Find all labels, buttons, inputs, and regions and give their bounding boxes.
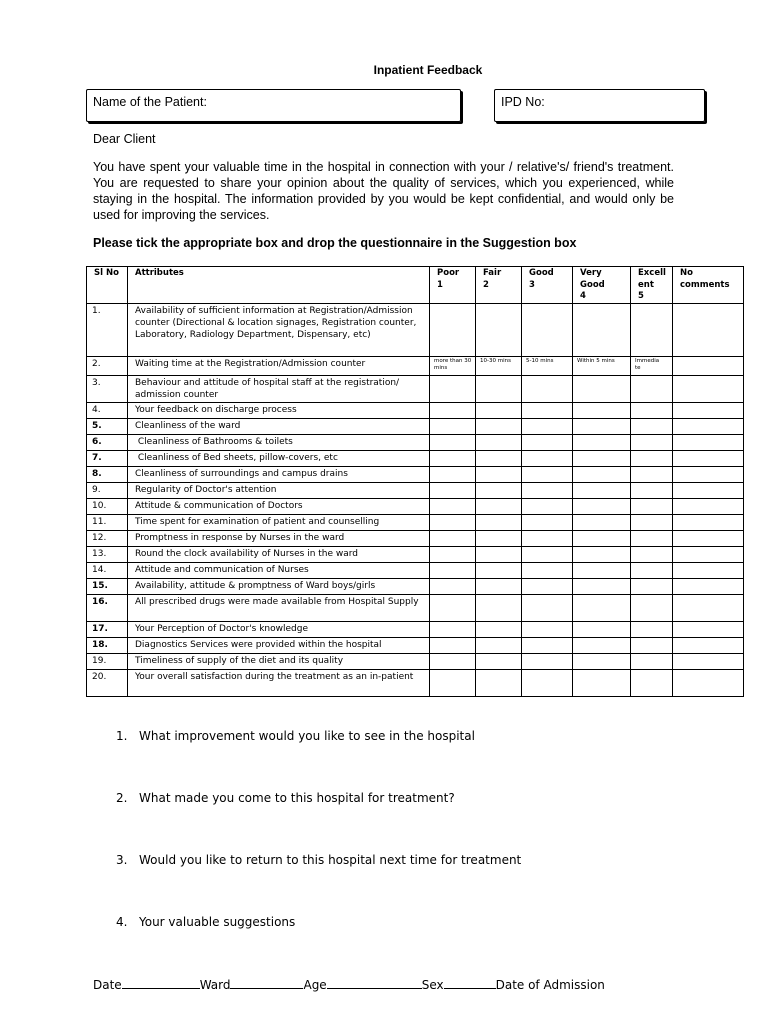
rating-cell-fair[interactable] — [476, 482, 522, 498]
row-sl-no: 14. — [87, 562, 128, 578]
table-row — [87, 450, 744, 466]
table-row — [87, 669, 744, 696]
intro-paragraph: You have spent your valuable time in the hospital in connection with your / relative's/ friend's treatment. You are requested to share your opinion about the quality of services, which you experienced, while staying in the hospital. The information provided by you would be kept confidential, and would only be used for improving the services. — [93, 160, 674, 222]
question-number: 1. — [116, 729, 128, 743]
rating-cell-fair[interactable] — [476, 653, 522, 669]
rating-cell-poor[interactable]: more than 30 mins — [430, 356, 476, 375]
rating-cell-excellent[interactable] — [631, 653, 673, 669]
rating-cell-excellent[interactable] — [631, 450, 673, 466]
row-attribute: Time spent for examination of patient and counselling — [128, 514, 430, 530]
rating-cell-no-comments[interactable] — [673, 637, 744, 653]
row-sl-no: 20. — [87, 669, 128, 696]
rating-cell-very-good[interactable] — [573, 466, 631, 482]
header-sl-no: Sl No — [87, 267, 128, 304]
rating-cell-no-comments[interactable] — [673, 621, 744, 637]
row-attribute: Cleanliness of surroundings and campus drains — [128, 466, 430, 482]
rating-cell-good[interactable] — [522, 418, 573, 434]
row-attribute: Availability, attitude & promptness of Ward boys/girls — [128, 578, 430, 594]
rating-cell-poor[interactable] — [430, 637, 476, 653]
header-attributes: Attributes — [128, 267, 430, 304]
patient-name-label: Name of the Patient: — [93, 95, 207, 109]
rating-cell-good[interactable] — [522, 482, 573, 498]
question-1 — [116, 729, 475, 743]
ward-label: Ward — [199, 978, 231, 992]
rating-cell-fair[interactable] — [476, 375, 522, 402]
table-row — [87, 303, 744, 356]
row-attribute: Behaviour and attitude of hospital staff at the registration/ admission counter — [128, 375, 430, 402]
rating-cell-excellent[interactable]: Immedia te — [631, 356, 673, 375]
header-no-comments: No comments — [673, 267, 744, 304]
rating-cell-very-good[interactable] — [573, 514, 631, 530]
table-row — [87, 578, 744, 594]
table-row — [87, 434, 744, 450]
table-row — [87, 375, 744, 402]
row-attribute: Cleanliness of Bed sheets, pillow-covers, etc — [128, 450, 430, 466]
row-sl-no: 4. — [87, 402, 128, 418]
table-row — [87, 594, 744, 621]
rating-cell-poor[interactable] — [430, 562, 476, 578]
sex-blank[interactable] — [444, 979, 496, 989]
rating-cell-very-good[interactable] — [573, 498, 631, 514]
feedback-table — [86, 266, 744, 697]
rating-cell-good[interactable] — [522, 498, 573, 514]
instruction-text: Please tick the appropriate box and drop the questionnaire in the Suggestion box — [93, 236, 577, 250]
rating-cell-no-comments[interactable] — [673, 669, 744, 696]
rating-cell-no-comments[interactable] — [673, 530, 744, 546]
row-attribute: Attitude & communication of Doctors — [128, 498, 430, 514]
date-label: Date — [93, 978, 122, 992]
ipd-number-label: IPD No: — [501, 95, 545, 109]
row-attribute: Your Perception of Doctor's knowledge — [128, 621, 430, 637]
rating-cell-fair[interactable] — [476, 418, 522, 434]
question-number: 3. — [116, 853, 128, 867]
rating-cell-good[interactable] — [522, 546, 573, 562]
rating-cell-very-good[interactable] — [573, 434, 631, 450]
rating-cell-no-comments[interactable] — [673, 434, 744, 450]
table-row — [87, 530, 744, 546]
age-label: Age — [303, 978, 327, 992]
rating-cell-excellent[interactable] — [631, 303, 673, 356]
question-3 — [116, 853, 521, 867]
rating-cell-poor[interactable] — [430, 482, 476, 498]
row-attribute: Timeliness of supply of the diet and its quality — [128, 653, 430, 669]
age-blank[interactable] — [327, 979, 422, 989]
rating-cell-poor[interactable] — [430, 450, 476, 466]
rating-cell-excellent[interactable] — [631, 375, 673, 402]
rating-cell-very-good[interactable] — [573, 450, 631, 466]
question-number: 4. — [116, 915, 128, 929]
rating-cell-good[interactable] — [522, 562, 573, 578]
rating-cell-fair[interactable] — [476, 578, 522, 594]
footer-fields — [93, 978, 605, 992]
row-sl-no: 5. — [87, 418, 128, 434]
header-very-good: Very Good 4 — [573, 267, 631, 304]
row-attribute: Regularity of Doctor's attention — [128, 482, 430, 498]
rating-cell-excellent[interactable] — [631, 482, 673, 498]
rating-cell-very-good[interactable] — [573, 653, 631, 669]
rating-cell-good[interactable] — [522, 621, 573, 637]
rating-cell-good[interactable] — [522, 303, 573, 356]
row-sl-no: 11. — [87, 514, 128, 530]
row-sl-no: 12. — [87, 530, 128, 546]
table-row — [87, 621, 744, 637]
header-fair: Fair 2 — [476, 267, 522, 304]
row-attribute: Availability of sufficient information at Registration/Admission counter (Directional & location signages, Registration counter, Laboratory, Radiology Department, Dispensary, etc) — [128, 303, 430, 356]
form-title: Inpatient Feedback — [373, 63, 483, 77]
question-text: Your valuable suggestions — [139, 915, 296, 929]
rating-cell-good[interactable] — [522, 375, 573, 402]
rating-cell-excellent[interactable] — [631, 578, 673, 594]
rating-cell-good[interactable] — [522, 653, 573, 669]
rating-cell-fair[interactable]: 10-30 mins — [476, 356, 522, 375]
header-poor: Poor 1 — [430, 267, 476, 304]
rating-cell-no-comments[interactable] — [673, 402, 744, 418]
rating-cell-poor[interactable] — [430, 303, 476, 356]
row-attribute: Attitude and communication of Nurses — [128, 562, 430, 578]
rating-cell-good[interactable] — [522, 530, 573, 546]
sex-label: Sex — [421, 978, 444, 992]
table-row — [87, 402, 744, 418]
rating-cell-fair[interactable] — [476, 514, 522, 530]
rating-cell-poor[interactable] — [430, 466, 476, 482]
rating-cell-excellent[interactable] — [631, 402, 673, 418]
rating-cell-very-good[interactable] — [573, 530, 631, 546]
rating-cell-very-good[interactable] — [573, 375, 631, 402]
row-sl-no: 13. — [87, 546, 128, 562]
question-text: What improvement would you like to see in the hospital — [139, 729, 475, 743]
rating-cell-good[interactable] — [522, 402, 573, 418]
rating-cell-good[interactable] — [522, 466, 573, 482]
rating-cell-poor[interactable] — [430, 375, 476, 402]
rating-cell-very-good[interactable] — [573, 578, 631, 594]
rating-cell-poor[interactable] — [430, 418, 476, 434]
row-sl-no: 16. — [87, 594, 128, 621]
rating-cell-very-good[interactable] — [573, 546, 631, 562]
rating-cell-no-comments[interactable] — [673, 653, 744, 669]
rating-cell-poor[interactable] — [430, 498, 476, 514]
rating-cell-no-comments[interactable] — [673, 356, 744, 375]
rating-cell-poor[interactable] — [430, 653, 476, 669]
table-header-row — [87, 267, 744, 304]
rating-cell-poor[interactable] — [430, 530, 476, 546]
rating-cell-poor[interactable] — [430, 434, 476, 450]
header-good: Good 3 — [522, 267, 573, 304]
rating-cell-very-good[interactable] — [573, 621, 631, 637]
rating-cell-fair[interactable] — [476, 546, 522, 562]
rating-cell-poor[interactable] — [430, 621, 476, 637]
rating-cell-fair[interactable] — [476, 530, 522, 546]
rating-cell-very-good[interactable]: Within 5 mins — [573, 356, 631, 375]
row-attribute: Diagnostics Services were provided within the hospital — [128, 637, 430, 653]
date-blank[interactable] — [122, 979, 200, 989]
rating-cell-good[interactable] — [522, 578, 573, 594]
rating-cell-fair[interactable] — [476, 562, 522, 578]
date-of-admission-label: Date of Admission — [495, 978, 605, 992]
rating-cell-excellent[interactable] — [631, 546, 673, 562]
rating-cell-good[interactable] — [522, 594, 573, 621]
question-text: What made you come to this hospital for treatment? — [139, 791, 455, 805]
rating-cell-poor[interactable] — [430, 578, 476, 594]
row-attribute: Cleanliness of Bathrooms & toilets — [128, 434, 430, 450]
rating-cell-very-good[interactable] — [573, 669, 631, 696]
rating-cell-poor[interactable] — [430, 594, 476, 621]
rating-cell-fair[interactable] — [476, 669, 522, 696]
rating-cell-excellent[interactable] — [631, 530, 673, 546]
rating-cell-good[interactable] — [522, 450, 573, 466]
row-sl-no: 18. — [87, 637, 128, 653]
row-sl-no: 7. — [87, 450, 128, 466]
rating-cell-fair[interactable] — [476, 434, 522, 450]
ward-blank[interactable] — [230, 979, 303, 989]
rating-cell-very-good[interactable] — [573, 637, 631, 653]
rating-cell-fair[interactable] — [476, 402, 522, 418]
rating-cell-excellent[interactable] — [631, 418, 673, 434]
row-attribute: Waiting time at the Registration/Admission counter — [128, 356, 430, 375]
rating-cell-excellent[interactable] — [631, 594, 673, 621]
table-row — [87, 653, 744, 669]
rating-cell-very-good[interactable] — [573, 594, 631, 621]
rating-cell-fair[interactable] — [476, 466, 522, 482]
rating-cell-fair[interactable] — [476, 498, 522, 514]
row-sl-no: 3. — [87, 375, 128, 402]
table-row — [87, 562, 744, 578]
rating-cell-excellent[interactable] — [631, 514, 673, 530]
rating-cell-poor[interactable] — [430, 669, 476, 696]
question-number: 2. — [116, 791, 128, 805]
rating-cell-good[interactable] — [522, 637, 573, 653]
patient-name-field[interactable] — [86, 89, 461, 122]
row-sl-no: 2. — [87, 356, 128, 375]
table-row — [87, 356, 744, 375]
table-row — [87, 482, 744, 498]
ipd-number-field[interactable] — [494, 89, 705, 122]
row-attribute: Round the clock availability of Nurses in the ward — [128, 546, 430, 562]
row-sl-no: 9. — [87, 482, 128, 498]
rating-cell-fair[interactable] — [476, 621, 522, 637]
rating-cell-excellent[interactable] — [631, 621, 673, 637]
rating-cell-good[interactable] — [522, 434, 573, 450]
table-row — [87, 466, 744, 482]
row-attribute: Promptness in response by Nurses in the ward — [128, 530, 430, 546]
rating-cell-excellent[interactable] — [631, 562, 673, 578]
row-sl-no: 17. — [87, 621, 128, 637]
row-sl-no: 1. — [87, 303, 128, 356]
table-body — [87, 303, 744, 696]
rating-cell-no-comments[interactable] — [673, 514, 744, 530]
table-row — [87, 514, 744, 530]
rating-cell-good[interactable] — [522, 514, 573, 530]
rating-cell-very-good[interactable] — [573, 418, 631, 434]
rating-cell-no-comments[interactable] — [673, 482, 744, 498]
row-attribute: Your overall satisfaction during the treatment as an in-patient — [128, 669, 430, 696]
rating-cell-fair[interactable] — [476, 303, 522, 356]
rating-cell-excellent[interactable] — [631, 669, 673, 696]
rating-cell-fair[interactable] — [476, 637, 522, 653]
rating-cell-no-comments[interactable] — [673, 546, 744, 562]
row-attribute: Your feedback on discharge process — [128, 402, 430, 418]
rating-cell-very-good[interactable] — [573, 402, 631, 418]
table-row — [87, 637, 744, 653]
row-sl-no: 19. — [87, 653, 128, 669]
row-attribute: Cleanliness of the ward — [128, 418, 430, 434]
table-row — [87, 498, 744, 514]
rating-cell-no-comments[interactable] — [673, 450, 744, 466]
rating-cell-very-good[interactable] — [573, 482, 631, 498]
rating-cell-no-comments[interactable] — [673, 418, 744, 434]
table-row — [87, 546, 744, 562]
rating-cell-very-good[interactable] — [573, 562, 631, 578]
rating-cell-fair[interactable] — [476, 450, 522, 466]
rating-cell-no-comments[interactable] — [673, 498, 744, 514]
rating-cell-no-comments[interactable] — [673, 466, 744, 482]
rating-cell-fair[interactable] — [476, 594, 522, 621]
rating-cell-excellent[interactable] — [631, 498, 673, 514]
rating-cell-excellent[interactable] — [631, 434, 673, 450]
rating-cell-excellent[interactable] — [631, 466, 673, 482]
row-sl-no: 6. — [87, 434, 128, 450]
row-sl-no: 8. — [87, 466, 128, 482]
header-excellent: Excell ent 5 — [631, 267, 673, 304]
rating-cell-no-comments[interactable] — [673, 594, 744, 621]
rating-cell-no-comments[interactable] — [673, 562, 744, 578]
table-row — [87, 418, 744, 434]
question-text: Would you like to return to this hospital next time for treatment — [139, 853, 522, 867]
rating-cell-no-comments[interactable] — [673, 303, 744, 356]
row-attribute: All prescribed drugs were made available from Hospital Supply — [128, 594, 430, 621]
greeting: Dear Client — [93, 132, 156, 146]
rating-cell-poor[interactable] — [430, 402, 476, 418]
row-sl-no: 10. — [87, 498, 128, 514]
rating-cell-poor[interactable] — [430, 514, 476, 530]
question-2 — [116, 791, 455, 805]
rating-cell-very-good[interactable] — [573, 303, 631, 356]
rating-cell-good[interactable]: 5-10 mins — [522, 356, 573, 375]
rating-cell-no-comments[interactable] — [673, 578, 744, 594]
rating-cell-no-comments[interactable] — [673, 375, 744, 402]
rating-cell-excellent[interactable] — [631, 637, 673, 653]
rating-cell-good[interactable] — [522, 669, 573, 696]
rating-cell-poor[interactable] — [430, 546, 476, 562]
row-sl-no: 15. — [87, 578, 128, 594]
question-4 — [116, 915, 295, 929]
